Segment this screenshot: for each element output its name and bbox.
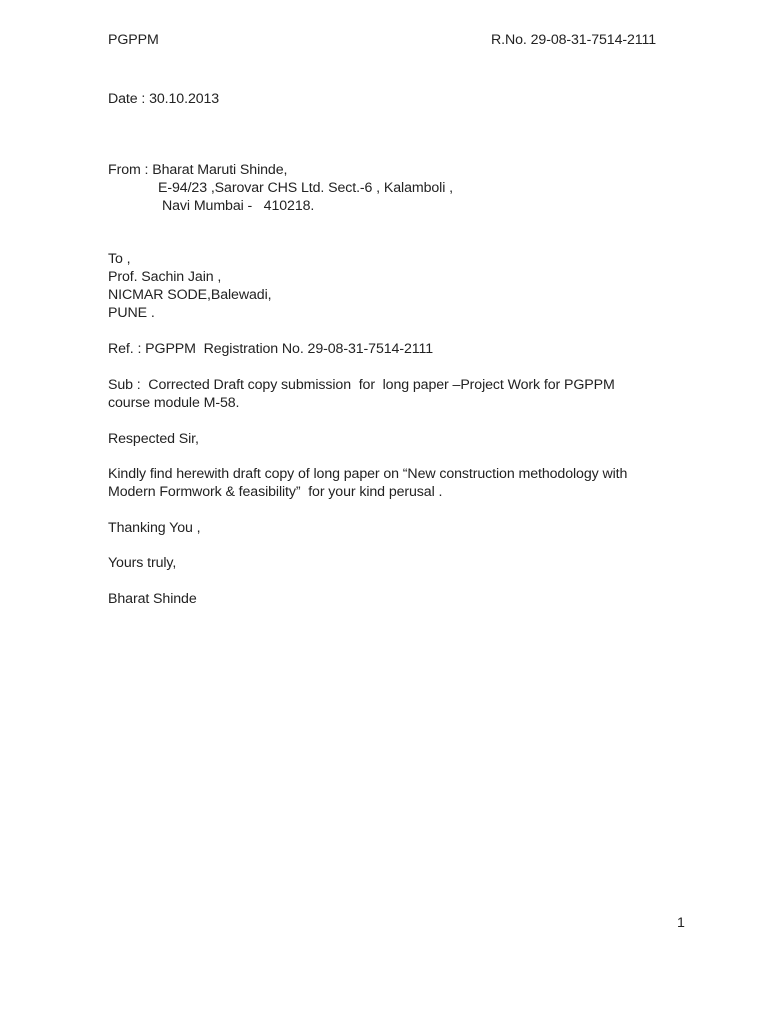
body-line-1: Kindly find herewith draft copy of long paper on “New construction methodology with	[108, 466, 628, 482]
thanks-line: Thanking You ,	[108, 520, 201, 536]
letter-date: Date : 30.10.2013	[108, 91, 220, 107]
header-registration-number: R.No. 29-08-31-7514-2111	[491, 32, 657, 48]
signature-name: Bharat Shinde	[108, 591, 197, 607]
recipient-name: Prof. Sachin Jain ,	[108, 269, 222, 285]
salutation: Respected Sir,	[108, 431, 199, 447]
reference-line: Ref. : PGPPM Registration No. 29-08-31-7514-2111	[108, 341, 433, 357]
body-line-2: Modern Formwork & feasibility” for your kind perusal .	[108, 484, 443, 500]
sender-address-line-2: Navi Mumbai - 410218.	[162, 198, 315, 214]
sender-address-line-1: E-94/23 ,Sarovar CHS Ltd. Sect.-6 , Kalamboli ,	[158, 180, 453, 196]
subject-line-1: Sub : Corrected Draft copy submission for long paper –Project Work for PGPPM	[108, 377, 615, 393]
header-left-text: PGPPM	[108, 32, 159, 48]
page-number: 1	[677, 915, 685, 931]
closing-line: Yours truly,	[108, 555, 177, 571]
sender-name: From : Bharat Maruti Shinde,	[108, 162, 288, 178]
recipient-label: To ,	[108, 251, 131, 267]
recipient-institution: NICMAR SODE,Balewadi,	[108, 287, 272, 303]
subject-line-2: course module M-58.	[108, 395, 240, 411]
recipient-city: PUNE .	[108, 305, 155, 321]
